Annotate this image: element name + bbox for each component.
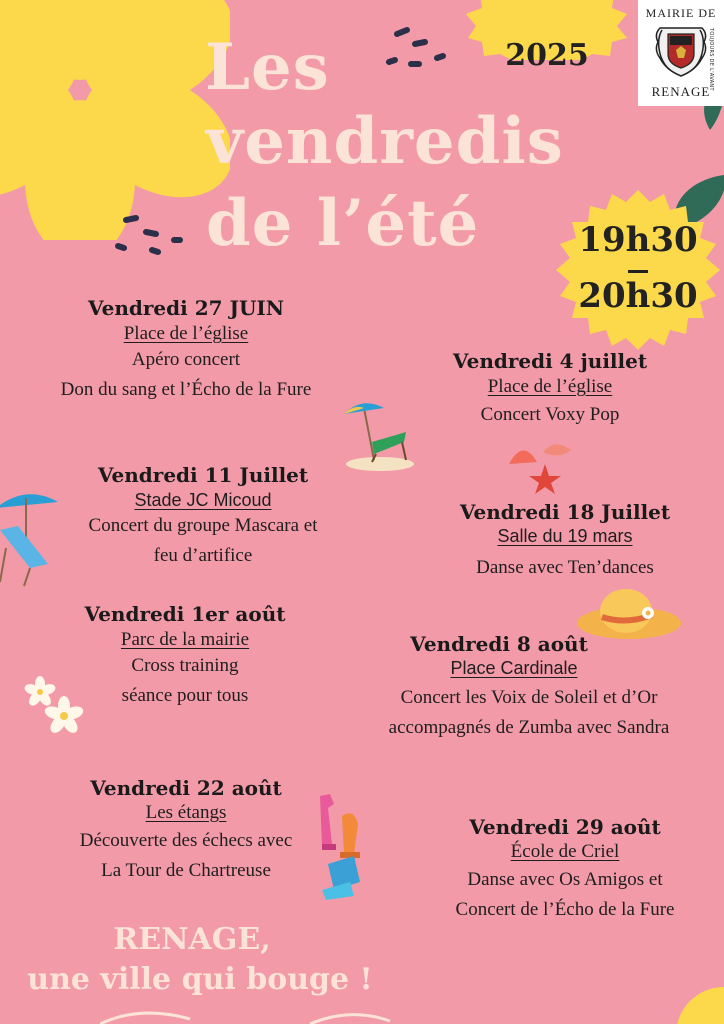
title-line-3: de l’été xyxy=(206,186,480,261)
seashell-starfish-icon xyxy=(505,438,580,496)
hours-start: 19h30 xyxy=(578,220,698,260)
event-date: Vendredi 11 Juillet xyxy=(97,463,309,487)
event-place: Les étangs xyxy=(145,802,227,823)
event-desc: Don du sang et l’Écho de la Fure xyxy=(60,379,312,400)
event-desc: Concert Voxy Pop xyxy=(480,404,620,425)
hours-dash xyxy=(628,270,648,273)
event-date: Vendredi 27 JUIN xyxy=(87,296,285,320)
event-desc: Concert de l’Écho de la Fure xyxy=(455,899,675,920)
event-22-aout xyxy=(36,776,336,886)
event-place: Place Cardinale xyxy=(450,658,578,678)
event-desc: Danse avec Ten’dances xyxy=(476,557,654,578)
chess-pieces-icon xyxy=(314,794,370,900)
slogan-line-1: RENAGE, xyxy=(113,922,271,957)
event-8-aout xyxy=(334,632,724,743)
event-place: Place de l’église xyxy=(487,376,613,397)
event-18-juillet xyxy=(420,500,710,583)
event-place: Parc de la mairie xyxy=(120,629,250,650)
logo-top-text: MAIRIE DE xyxy=(645,6,717,20)
sun-hat-icon xyxy=(574,585,684,645)
year-text: 2025 xyxy=(505,37,589,73)
event-desc: Concert les Voix de Soleil et d’Or xyxy=(400,687,658,708)
slogan-line-2: une ville qui bouge ! xyxy=(27,962,373,997)
logo-bottom-text: RENAGE xyxy=(651,84,711,99)
hours-end: 20h30 xyxy=(578,276,698,316)
hours-badge xyxy=(552,190,724,350)
event-desc: Découverte des échecs avec xyxy=(79,830,293,851)
beach-umbrella-deckchair-icon xyxy=(0,488,64,588)
event-desc: accompagnés de Zumba avec Sandra xyxy=(388,717,670,738)
event-date: Vendredi 8 août xyxy=(410,632,588,656)
event-4-juillet xyxy=(400,349,700,430)
confetti-dashes-icon xyxy=(385,22,455,77)
flower-icon xyxy=(0,0,230,240)
event-29-aout xyxy=(410,815,720,925)
logo-motto: TOUJOURS DE L'AVANT xyxy=(708,28,714,91)
event-desc: Cross training xyxy=(131,655,239,676)
event-place: École de Criel xyxy=(510,841,620,862)
event-27-juin xyxy=(0,296,372,405)
event-desc: feu d’artifice xyxy=(153,545,253,566)
event-desc: séance pour tous xyxy=(121,685,249,706)
event-desc: Danse avec Os Amigos et xyxy=(467,869,663,890)
event-date: Vendredi 22 août xyxy=(90,776,282,800)
frangipani-icon xyxy=(22,676,84,738)
event-desc: La Tour de Chartreuse xyxy=(101,860,271,881)
event-date: Vendredi 4 juillet xyxy=(452,349,648,373)
beach-umbrella-deckchair-icon xyxy=(340,398,415,473)
event-desc: Apéro concert xyxy=(131,349,241,370)
event-date: Vendredi 29 août xyxy=(469,815,661,839)
title-line-2: vendredis xyxy=(206,104,564,179)
year-badge xyxy=(462,0,632,73)
event-place: Place de l’église xyxy=(123,323,249,344)
event-place: Stade JC Micoud xyxy=(134,490,272,510)
event-date: Vendredi 18 Juillet xyxy=(459,500,671,524)
decorative-swirl-icon xyxy=(100,1005,400,1024)
event-date: Vendredi 1er août xyxy=(84,602,286,626)
heraldic-shield-icon xyxy=(652,20,710,80)
confetti-dashes-icon xyxy=(112,212,187,257)
sun-icon xyxy=(650,985,724,1024)
mairie-logo xyxy=(638,0,724,106)
event-place: Salle du 19 mars xyxy=(497,526,633,546)
event-11-juillet xyxy=(28,463,378,571)
title-line-1: Les xyxy=(205,30,330,105)
event-desc: Concert du groupe Mascara et xyxy=(88,515,318,536)
